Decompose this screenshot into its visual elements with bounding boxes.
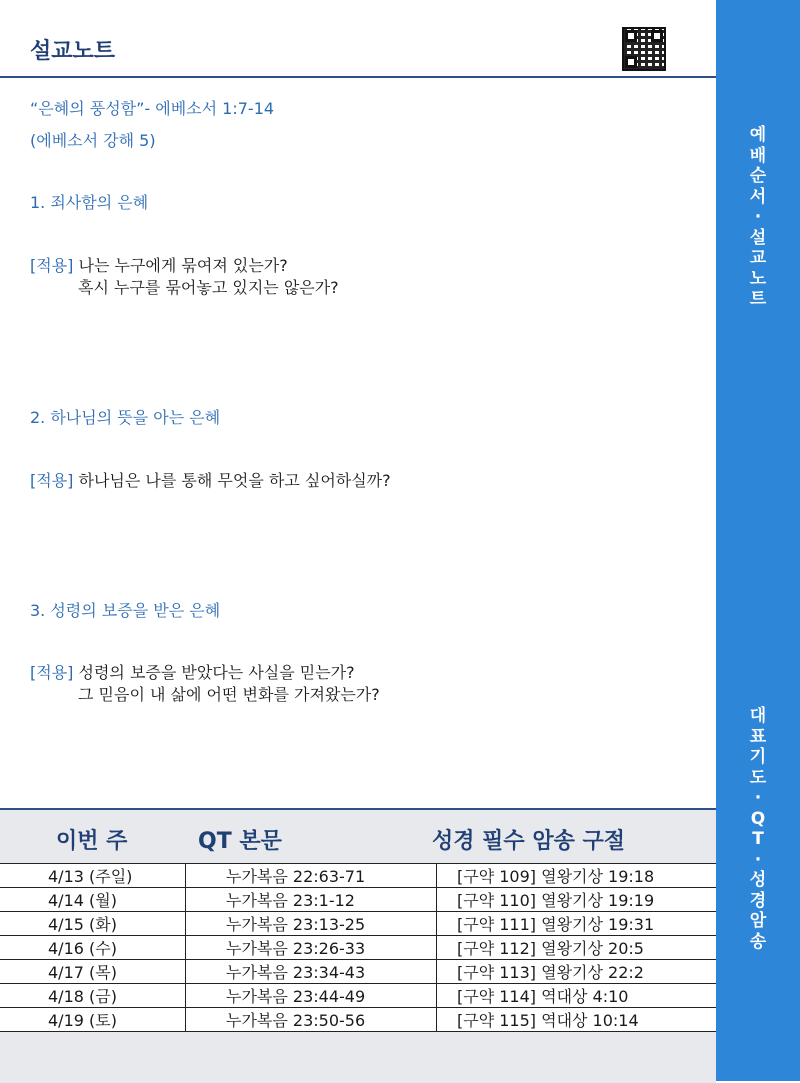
- apply-line: 나는 누구에게 묶여져 있는가?: [78, 256, 288, 275]
- weekly-schedule: [0, 808, 716, 1083]
- point-3-heading: 3. 성령의 보증을 받은 은혜: [30, 601, 221, 620]
- point-2-application: [30, 470, 391, 492]
- apply-tag: [적용]: [30, 256, 74, 275]
- qt-cell: 누가복음 22:63-71: [186, 864, 437, 888]
- date-cell: 4/14 (월): [0, 888, 186, 912]
- date-cell: 4/13 (주일): [0, 864, 186, 888]
- sidebar: [716, 0, 800, 1081]
- qt-cell: 누가복음 23:34-43: [186, 960, 437, 984]
- table-row: [0, 1008, 716, 1032]
- qr-code-icon[interactable]: [622, 27, 666, 71]
- sermon-series: (에베소서 강해 5): [30, 131, 156, 150]
- sermon-scripture: “은혜의 풍성함”- 에베소서 1:7-14: [30, 99, 275, 118]
- table-row: [0, 936, 716, 960]
- point-3-application: [30, 662, 380, 706]
- verse-cell: [구약 113] 열왕기상 22:2: [437, 960, 717, 984]
- sidebar-label-top: 예 배 순 서 · 설 교 노 트: [749, 125, 767, 309]
- apply-line: 성령의 보증을 받았다는 사실을 믿는가?: [78, 663, 355, 682]
- apply-line: 그 믿음이 내 삶에 어떤 변화를 가져왔는가?: [78, 685, 380, 704]
- date-cell: 4/17 (목): [0, 960, 186, 984]
- date-cell: 4/15 (화): [0, 912, 186, 936]
- column-header-memory-verse: 성경 필수 암송 구절: [432, 829, 625, 854]
- apply-line: 하나님은 나를 통해 무엇을 하고 싶어하실까?: [78, 471, 391, 490]
- qt-cell: 누가복음 23:44-49: [186, 984, 437, 1008]
- table-row: [0, 960, 716, 984]
- column-header-qt: QT 본문: [198, 829, 282, 854]
- page-header: [0, 0, 716, 78]
- schedule-table: [0, 863, 716, 1032]
- qt-cell: 누가복음 23:1-12: [186, 888, 437, 912]
- point-1-application: [30, 255, 339, 299]
- qt-cell: 누가복음 23:26-33: [186, 936, 437, 960]
- date-cell: 4/19 (토): [0, 1008, 186, 1032]
- point-1-heading: 1. 죄사함의 은혜: [30, 193, 149, 212]
- table-row: [0, 984, 716, 1008]
- verse-cell: [구약 112] 열왕기상 20:5: [437, 936, 717, 960]
- verse-cell: [구약 110] 열왕기상 19:19: [437, 888, 717, 912]
- date-cell: 4/18 (금): [0, 984, 186, 1008]
- apply-tag: [적용]: [30, 471, 74, 490]
- apply-line: 혹시 누구를 묶어놓고 있지는 않은가?: [78, 278, 339, 297]
- date-cell: 4/16 (수): [0, 936, 186, 960]
- table-row: [0, 888, 716, 912]
- qt-cell: 누가복음 23:50-56: [186, 1008, 437, 1032]
- verse-cell: [구약 114] 역대상 4:10: [437, 984, 717, 1008]
- table-row: [0, 864, 716, 888]
- page-title: 설교노트: [30, 39, 116, 64]
- apply-tag: [적용]: [30, 663, 74, 682]
- verse-cell: [구약 111] 열왕기상 19:31: [437, 912, 717, 936]
- column-header-week: 이번 주: [56, 829, 128, 854]
- qt-cell: 누가복음 23:13-25: [186, 912, 437, 936]
- table-row: [0, 912, 716, 936]
- point-2-heading: 2. 하나님의 뜻을 아는 은혜: [30, 408, 221, 427]
- verse-cell: [구약 115] 역대상 10:14: [437, 1008, 717, 1032]
- sidebar-label-bottom: 대 표 기 도 · Q T · 성 경 암 송: [749, 706, 767, 952]
- verse-cell: [구약 109] 열왕기상 19:18: [437, 864, 717, 888]
